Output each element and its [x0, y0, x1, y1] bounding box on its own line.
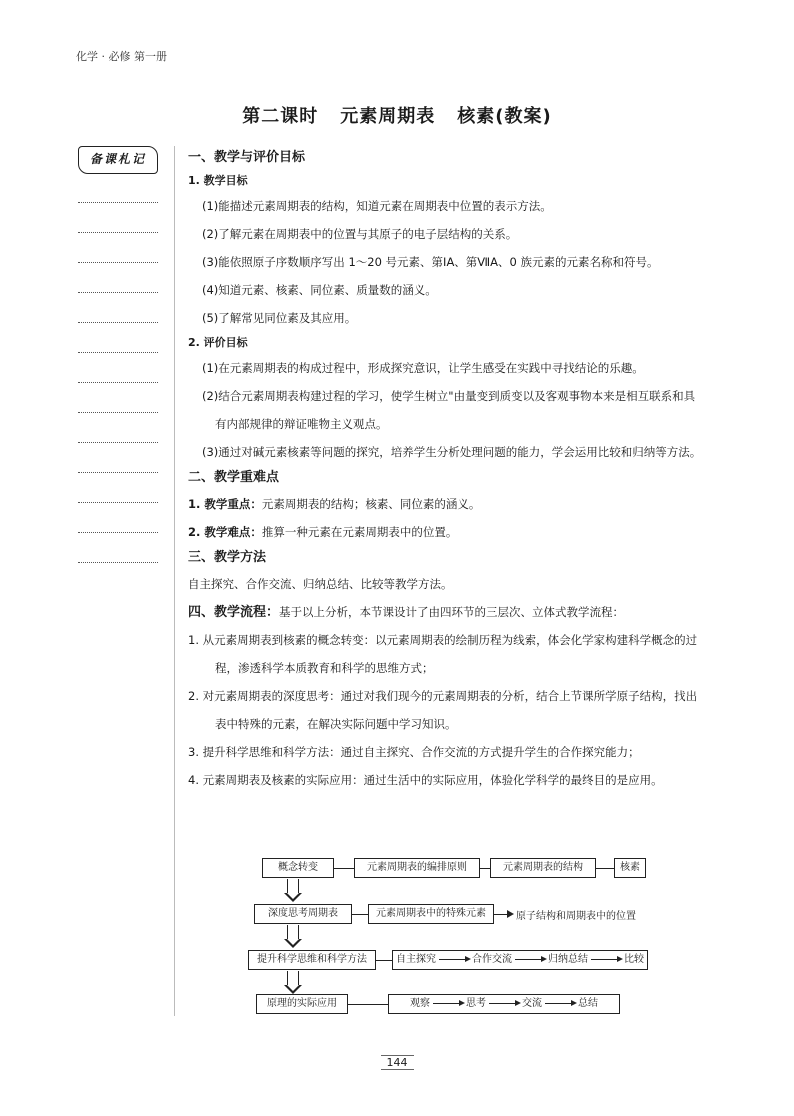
note-line	[78, 262, 158, 263]
difficult-point-label: 2. 教学难点：	[188, 525, 262, 539]
section-heading: 四、教学流程：	[188, 605, 280, 620]
down-arrow-tip-icon	[284, 893, 302, 902]
column-divider	[174, 146, 175, 1016]
flow-box: 元素周期表的编排原则	[354, 858, 480, 878]
key-point	[188, 490, 728, 518]
key-point-label: 1. 教学重点：	[188, 497, 262, 511]
running-header: 化学 · 必修 第一册	[76, 50, 167, 63]
subheading: 1. 教学目标	[188, 174, 248, 187]
note-line	[78, 202, 158, 203]
flow-box: 元素周期表的结构	[490, 858, 596, 878]
page-number-text: 144	[381, 1055, 414, 1070]
flow-box: 提升科学思维和科学方法	[248, 950, 376, 970]
subheading: 2. 评价目标	[188, 336, 248, 349]
flow-line	[376, 960, 392, 961]
difficult-point-text: 推算一种元素在元素周期表中的位置。	[261, 525, 458, 539]
title-lesson: 第二课时	[242, 106, 319, 127]
note-line	[78, 562, 158, 563]
flow-chain-arrow	[512, 954, 548, 965]
evaluation-item: 有内部规律的辩证唯物主义观点。	[215, 417, 388, 431]
flow-item: 3. 提升科学思维和科学方法：通过自主探究、合作交流的方式提升学生的合作探究能力；	[188, 745, 640, 759]
flow-step: 总结	[578, 998, 598, 1009]
down-arrow-tip-icon	[284, 985, 302, 994]
flow-step: 交流	[522, 998, 542, 1009]
main-content	[188, 146, 728, 794]
note-line	[78, 532, 158, 533]
note-line	[78, 412, 158, 413]
flow-item: 程，渗透科学本质教育和科学的思维方式；	[215, 661, 434, 675]
objective-item: (1)能描述元素周期表的结构，知道元素在周期表中位置的表示方法。	[202, 199, 552, 213]
section-heading: 二、教学重难点	[188, 470, 280, 485]
flow-text: 原子结构和周期表中的位置	[516, 911, 636, 922]
flow-intro	[188, 598, 728, 626]
note-line	[78, 352, 158, 353]
note-line	[78, 442, 158, 443]
flow-step: 归纳总结	[548, 954, 588, 965]
note-line	[78, 322, 158, 323]
flow-box: 深度思考周期表	[254, 904, 352, 924]
section-heading: 一、教学与评价目标	[188, 150, 306, 165]
page-number	[0, 1056, 794, 1069]
flow-intro-text: 基于以上分析，本节课设计了由四环节的三层次、立体式教学流程：	[279, 605, 625, 619]
note-line	[78, 292, 158, 293]
flow-chain-arrow	[436, 954, 472, 965]
note-line	[78, 382, 158, 383]
down-arrow-icon	[287, 879, 299, 893]
flow-box: 原理的实际应用	[256, 994, 348, 1014]
flow-chain-box	[392, 950, 648, 970]
flow-line	[596, 868, 614, 869]
flow-step: 思考	[466, 998, 486, 1009]
flow-box: 元素周期表中的特殊元素	[368, 904, 494, 924]
right-arrow-icon	[507, 910, 514, 918]
objective-item: (2)了解元素在周期表中的位置与其原子的电子层结构的关系。	[202, 227, 518, 241]
flow-step: 观察	[410, 998, 430, 1009]
flow-chain-box	[388, 994, 620, 1014]
flow-box: 概念转变	[262, 858, 334, 878]
objective-item: (5)了解常见同位素及其应用。	[202, 311, 357, 325]
flow-item: 表中特殊的元素，在解决实际问题中学习知识。	[215, 717, 457, 731]
flow-chain-arrow	[588, 954, 624, 965]
down-arrow-icon	[287, 925, 299, 939]
flow-chain-arrow	[542, 998, 578, 1009]
flow-chain-arrow	[430, 998, 466, 1009]
flow-chain-arrow	[486, 998, 522, 1009]
title-sub: 核素(教案)	[457, 106, 552, 127]
flow-line	[348, 1004, 388, 1005]
section-heading: 三、教学方法	[188, 550, 267, 565]
flow-step: 合作交流	[472, 954, 512, 965]
flow-line	[480, 868, 490, 869]
down-arrow-icon	[287, 971, 299, 985]
flow-box: 核素	[614, 858, 646, 878]
key-point-text: 元素周期表的结构；核素、同位素的涵义。	[261, 497, 481, 511]
method-text: 自主探究、合作交流、归纳总结、比较等教学方法。	[188, 577, 453, 591]
objective-item: (4)知道元素、核素、同位素、质量数的涵义。	[202, 283, 437, 297]
note-line	[78, 502, 158, 503]
evaluation-item: (1)在元素周期表的构成过程中，形成探究意识，让学生感受在实践中寻找结论的乐趣。	[202, 361, 644, 375]
evaluation-item: (3)通过对碱元素核素等问题的探究，培养学生分析处理问题的能力，学会运用比较和归纳等方法。	[202, 445, 702, 459]
page-title	[0, 102, 794, 128]
flow-line	[334, 868, 354, 869]
teaching-flowchart	[244, 858, 684, 1018]
note-line	[78, 472, 158, 473]
notes-badge: 备课札记	[78, 146, 158, 174]
flow-step: 自主探究	[396, 954, 436, 965]
evaluation-item: (2)结合元素周期表构建过程的学习，使学生树立"由量变到质变以及客观事物本来是相互联系和具	[202, 389, 696, 403]
objective-item: (3)能依照原子序数顺序写出 1～20 号元素、第ⅠA、第ⅦA、0 族元素的元素名称和符号。	[202, 255, 659, 269]
flow-item: 2. 对元素周期表的深度思考：通过对我们现今的元素周期表的分析，结合上节课所学原子结构，找出	[188, 689, 698, 703]
flow-item: 1. 从元素周期表到核素的概念转变：以元素周期表的绘制历程为线索，体会化学家构建科学概念的过	[188, 633, 698, 647]
flow-step: 比较	[624, 954, 644, 965]
note-line	[78, 232, 158, 233]
title-topic: 元素周期表	[340, 106, 436, 127]
down-arrow-tip-icon	[284, 939, 302, 948]
flow-line	[352, 914, 368, 915]
flow-item: 4. 元素周期表及核素的实际应用：通过生活中的实际应用，体验化学科学的最终目的是应用。	[188, 773, 663, 787]
difficult-point	[188, 518, 728, 546]
